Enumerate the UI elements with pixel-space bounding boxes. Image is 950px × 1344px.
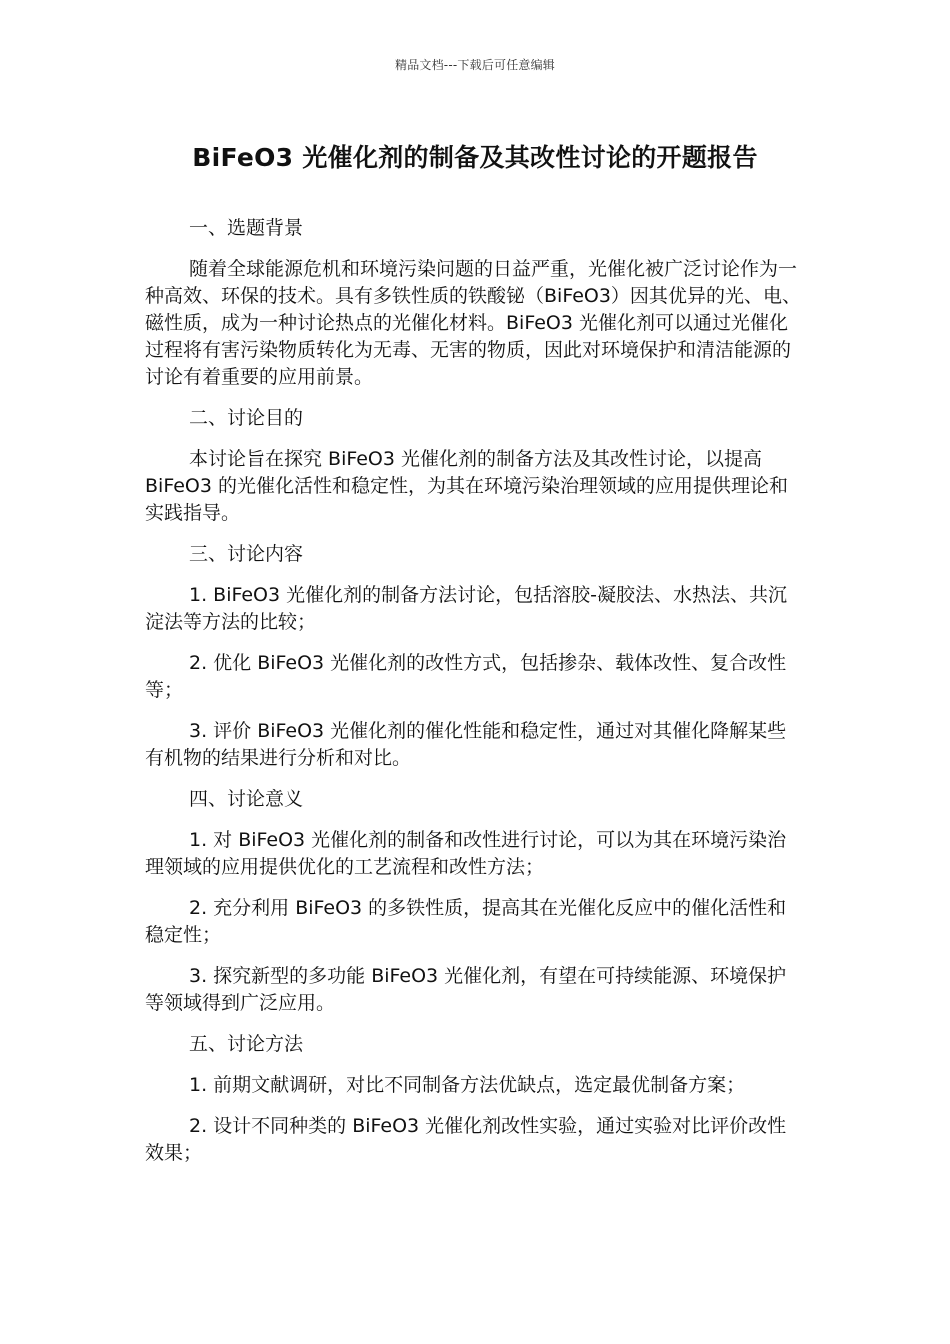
paragraph: 随着全球能源危机和环境污染问题的日益严重，光催化被广泛讨论作为一种高效、环保的技术。具有多铁性质的铁酸铋（BiFeO3）因其优异的光、电、磁性质，成为一种讨论热点的光催化材料。BiFeO3 光催化剂可以通过光催化过程将有害污染物质转化为无毒、无害的物质，因此对环境保护和清洁能源的讨论有着重要的应用前景。 <box>145 258 801 388</box>
section-heading: 二、讨论目的 <box>189 407 304 429</box>
document-body <box>145 215 805 1181</box>
section-heading: 三、讨论内容 <box>189 543 304 565</box>
section-significance <box>145 786 805 1017</box>
list-item: 2. 充分利用 BiFeO3 的多铁性质，提高其在光催化反应中的催化活性和稳定性； <box>145 897 787 946</box>
section-background <box>145 215 805 391</box>
section-methods <box>145 1031 805 1167</box>
list-item: 1. 前期文献调研，对比不同制备方法优缺点，选定最优制备方案； <box>189 1074 746 1096</box>
list-item: 1. 对 BiFeO3 光催化剂的制备和改性进行讨论，可以为其在环境污染治理领域的应用提供优化的工艺流程和改性方法； <box>145 829 787 878</box>
list-item: 2. 设计不同种类的 BiFeO3 光催化剂改性实验，通过实验对比评价改性效果； <box>145 1115 787 1164</box>
header-note: 精品文档---下载后可任意编辑 <box>395 58 555 72</box>
section-heading: 五、讨论方法 <box>189 1033 304 1055</box>
list-item: 2. 优化 BiFeO3 光催化剂的改性方式，包括掺杂、载体改性、复合改性等； <box>145 652 787 701</box>
list-item: 3. 探究新型的多功能 BiFeO3 光催化剂，有望在可持续能源、环境保护等领域得到广泛应用。 <box>145 965 787 1014</box>
section-heading: 一、选题背景 <box>189 217 304 239</box>
list-item: 3. 评价 BiFeO3 光催化剂的催化性能和稳定性，通过对其催化降解某些有机物的结果进行分析和对比。 <box>145 720 787 769</box>
section-heading: 四、讨论意义 <box>189 788 304 810</box>
section-content <box>145 541 805 772</box>
section-purpose <box>145 405 805 527</box>
document-title: BiFeO3 光催化剂的制备及其改性讨论的开题报告 <box>192 143 758 172</box>
paragraph: 本讨论旨在探究 BiFeO3 光催化剂的制备方法及其改性讨论，以提高 BiFeO3 的光催化活性和稳定性，为其在环境污染治理领域的应用提供理论和实践指导。 <box>145 448 788 524</box>
list-item: 1. BiFeO3 光催化剂的制备方法讨论，包括溶胶-凝胶法、水热法、共沉淀法等方法的比较； <box>145 584 788 633</box>
